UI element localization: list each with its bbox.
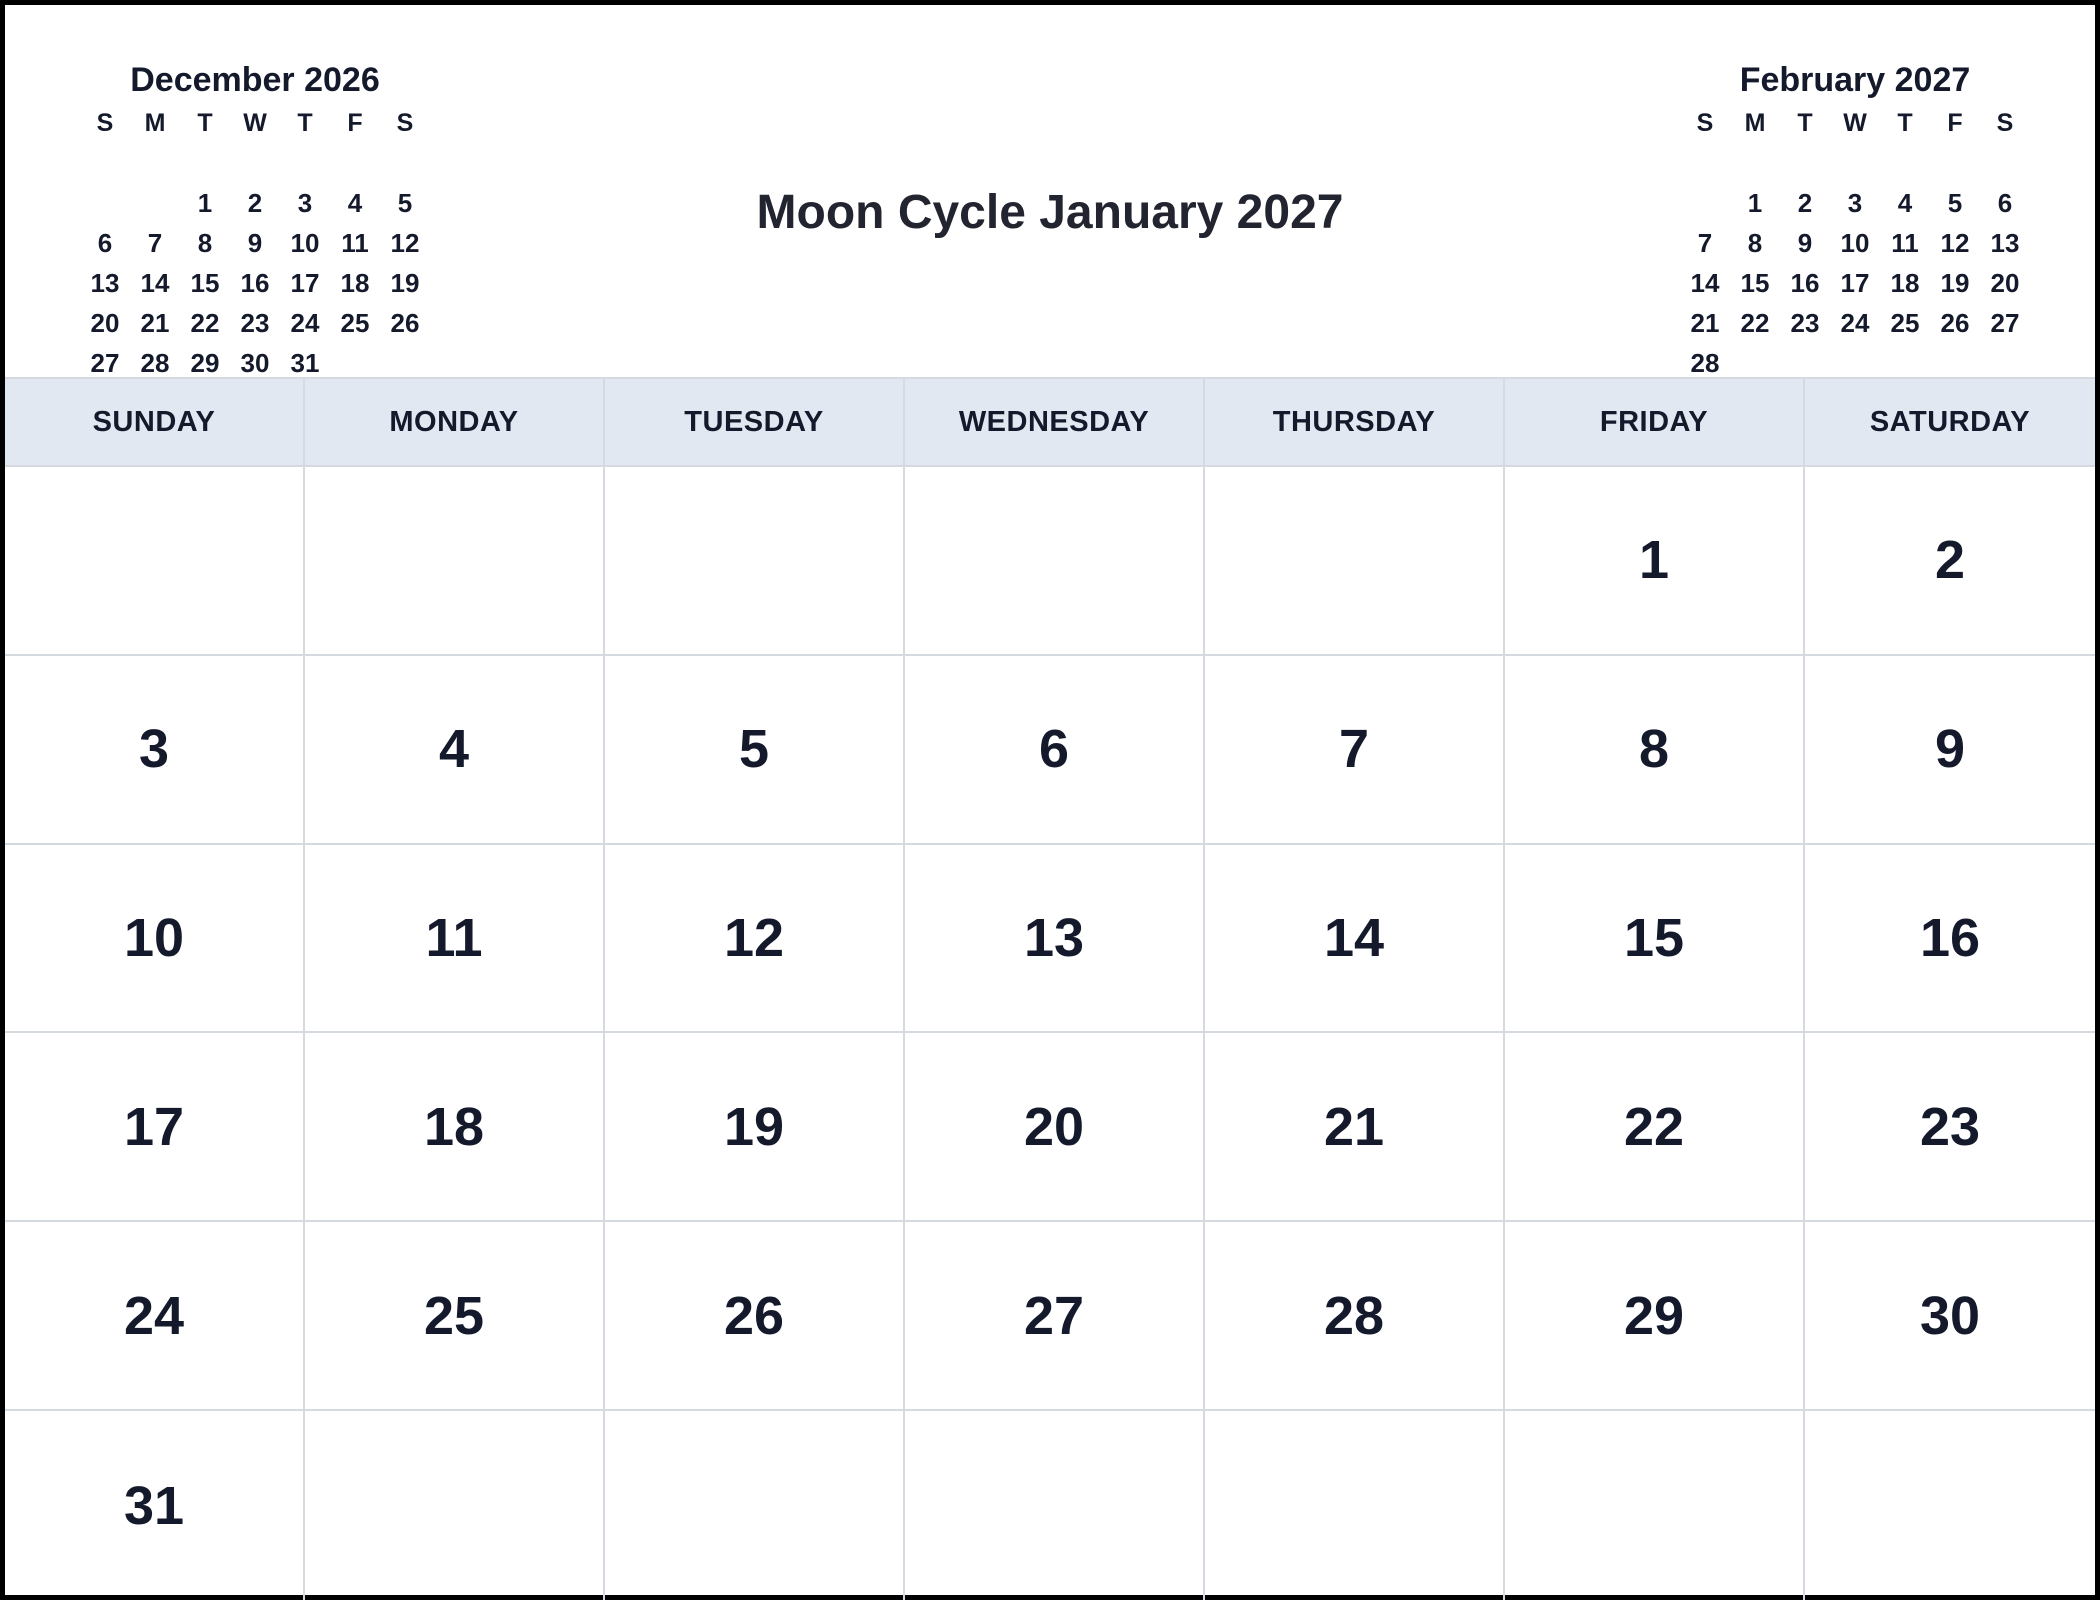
day-cell: 4 (305, 656, 605, 845)
day-cell: 29 (1505, 1222, 1805, 1411)
mini-day: 12 (390, 228, 420, 258)
mini-day: 6 (97, 228, 113, 258)
mini-day: 5 (1947, 188, 1963, 218)
day-cell: 21 (1205, 1033, 1505, 1222)
mini-day: 8 (1747, 228, 1763, 258)
mini-day: 21 (1690, 308, 1720, 338)
weekday-header-wednesday: WEDNESDAY (905, 379, 1205, 467)
mini-calendar-february-2027 (1680, 57, 2030, 383)
month-grid (5, 377, 2095, 1600)
day-cell: 26 (605, 1222, 905, 1411)
mini-day: 8 (197, 228, 213, 258)
empty-day-cell (905, 467, 1205, 656)
mini-day: 2 (247, 188, 263, 218)
mini-day: 23 (1790, 308, 1820, 338)
weekday-header-friday: FRIDAY (1505, 379, 1805, 467)
mini-day: 9 (1797, 228, 1813, 258)
mini-day: 14 (1690, 268, 1720, 298)
mini-day: 7 (1697, 228, 1713, 258)
mini-day: 22 (190, 308, 220, 338)
day-cell: 14 (1205, 845, 1505, 1034)
day-cell: 1 (1505, 467, 1805, 656)
mini-day: 19 (390, 268, 420, 298)
mini-day: 3 (297, 188, 313, 218)
mini-day: 15 (1740, 268, 1770, 298)
mini-spacer (80, 143, 430, 149)
mini-day: 26 (1940, 308, 1970, 338)
mini-day: 1 (197, 188, 213, 218)
mini-day (1680, 183, 1730, 223)
mini-day: 25 (1890, 308, 1920, 338)
day-cell: 24 (5, 1222, 305, 1411)
mini-day: 5 (397, 188, 413, 218)
day-cell: 5 (605, 656, 905, 845)
mini-day: 20 (90, 308, 120, 338)
mini-day: 23 (240, 308, 270, 338)
mini-day: 18 (340, 268, 370, 298)
mini-weekday-label: M (144, 109, 166, 137)
mini-day: 29 (190, 348, 220, 378)
mini-day: 27 (1990, 308, 2020, 338)
mini-day: 13 (1990, 228, 2020, 258)
mini-day: 12 (1940, 228, 1970, 258)
empty-day-cell (305, 1411, 605, 1600)
empty-day-cell (605, 467, 905, 656)
mini-weekday-label: M (1744, 109, 1766, 137)
mini-day: 17 (1840, 268, 1870, 298)
empty-day-cell (305, 467, 605, 656)
mini-day: 24 (1840, 308, 1870, 338)
mini-day: 11 (341, 228, 369, 258)
day-cell: 13 (905, 845, 1205, 1034)
day-cell: 2 (1805, 467, 2095, 656)
day-cell: 25 (305, 1222, 605, 1411)
day-cell: 17 (5, 1033, 305, 1222)
mini-calendar-grid (80, 103, 430, 383)
day-cell: 18 (305, 1033, 605, 1222)
mini-day: 13 (90, 268, 120, 298)
mini-day: 21 (140, 308, 170, 338)
weekday-header-tuesday: TUESDAY (605, 379, 905, 467)
day-cell: 11 (305, 845, 605, 1034)
day-cell: 22 (1505, 1033, 1805, 1222)
mini-day: 28 (140, 348, 170, 378)
day-cell: 20 (905, 1033, 1205, 1222)
empty-day-cell (1205, 1411, 1505, 1600)
mini-day: 3 (1847, 188, 1863, 218)
mini-day: 30 (240, 348, 270, 378)
empty-day-cell (5, 467, 305, 656)
weekday-header-saturday: SATURDAY (1805, 379, 2095, 467)
day-cell: 27 (905, 1222, 1205, 1411)
day-cell: 10 (5, 845, 305, 1034)
page-title: Moon Cycle January 2027 (756, 186, 1344, 239)
mini-day: 7 (147, 228, 163, 258)
mini-weekday-label: S (1696, 109, 1714, 137)
mini-day: 2 (1797, 188, 1813, 218)
empty-day-cell (1805, 1411, 2095, 1600)
mini-calendar-title: February 2027 (1739, 61, 1971, 99)
mini-weekday-label: F (1947, 109, 1963, 137)
day-cell: 9 (1805, 656, 2095, 845)
empty-day-cell (605, 1411, 905, 1600)
mini-day: 26 (390, 308, 420, 338)
day-cell: 12 (605, 845, 905, 1034)
mini-day: 11 (1891, 228, 1919, 258)
day-cell: 6 (905, 656, 1205, 845)
calendar-header (5, 5, 2095, 378)
mini-day: 25 (340, 308, 370, 338)
mini-spacer (1680, 143, 2030, 149)
empty-day-cell (905, 1411, 1205, 1600)
day-cell: 3 (5, 656, 305, 845)
mini-weekday-label: W (1843, 109, 1867, 137)
mini-weekday-label: T (1797, 109, 1813, 137)
mini-day: 24 (290, 308, 320, 338)
mini-day: 19 (1940, 268, 1970, 298)
mini-weekday-label: S (1996, 109, 2014, 137)
weekday-header-thursday: THURSDAY (1205, 379, 1505, 467)
empty-day-cell (1205, 467, 1505, 656)
mini-day: 22 (1740, 308, 1770, 338)
mini-day: 17 (290, 268, 320, 298)
day-cell: 23 (1805, 1033, 2095, 1222)
day-cell: 31 (5, 1411, 305, 1600)
mini-weekday-label: S (96, 109, 114, 137)
day-cell: 28 (1205, 1222, 1505, 1411)
mini-weekday-label: S (396, 109, 414, 137)
mini-day: 15 (190, 268, 220, 298)
mini-weekday-label: T (1897, 109, 1913, 137)
mini-day: 14 (140, 268, 170, 298)
day-cell: 7 (1205, 656, 1505, 845)
mini-day: 10 (290, 228, 320, 258)
day-cell: 15 (1505, 845, 1805, 1034)
mini-day: 10 (1840, 228, 1870, 258)
mini-weekday-label: T (197, 109, 213, 137)
mini-calendar-grid (1680, 103, 2030, 383)
mini-day: 4 (1897, 188, 1913, 218)
day-cell: 16 (1805, 845, 2095, 1034)
mini-day: 20 (1990, 268, 2020, 298)
weekday-header-sunday: SUNDAY (5, 379, 305, 467)
weekday-header-monday: MONDAY (305, 379, 605, 467)
mini-day: 31 (290, 348, 320, 378)
mini-day: 9 (247, 228, 263, 258)
mini-day: 18 (1890, 268, 1920, 298)
day-cell: 19 (605, 1033, 905, 1222)
mini-day: 16 (1790, 268, 1820, 298)
mini-day: 27 (90, 348, 120, 378)
mini-weekday-label: T (297, 109, 313, 137)
empty-day-cell (1505, 1411, 1805, 1600)
day-cell: 8 (1505, 656, 1805, 845)
mini-calendar-title: December 2026 (130, 61, 380, 99)
mini-day: 16 (240, 268, 270, 298)
mini-weekday-label: F (347, 109, 363, 137)
mini-day: 1 (1747, 188, 1763, 218)
day-cell: 30 (1805, 1222, 2095, 1411)
mini-weekday-label: W (243, 109, 267, 137)
mini-day: 4 (347, 188, 363, 218)
mini-day: 28 (1690, 348, 1720, 378)
mini-day: 6 (1997, 188, 2013, 218)
